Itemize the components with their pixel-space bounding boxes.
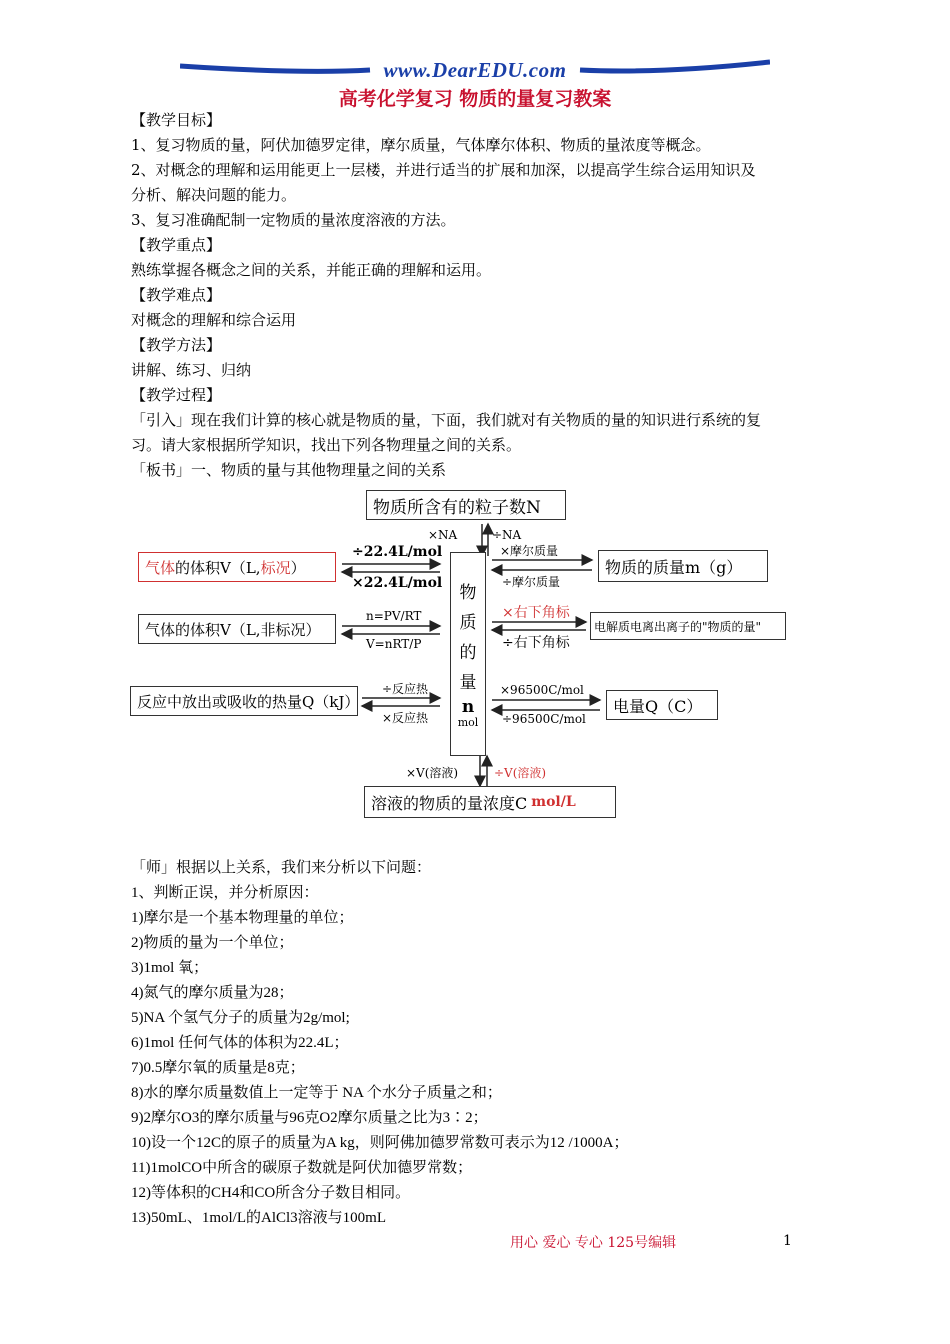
mass-box: 物质的质量m（g）: [598, 550, 768, 582]
text-line: 12)等体积的CH4和CO所含分子数目相同。: [131, 1185, 411, 1201]
right2-bottom-label: ÷右下角标: [502, 635, 570, 651]
concentration-unit: mol/L: [531, 794, 576, 810]
text-line: 4)氮气的摩尔质量为28；: [131, 985, 294, 1001]
top-multiply-label: ×NA: [428, 528, 458, 542]
text-line: 【教学方法】: [131, 336, 222, 354]
text-line: 【教学难点】: [131, 286, 222, 304]
right1-top-label: ×摩尔质量: [500, 544, 559, 558]
text-line: 13)50mL、1mol/L的AlCl3溶液与100mL: [131, 1210, 386, 1226]
gas-volume-text: 气体: [145, 558, 176, 577]
right3-top-label: ×96500C/mol: [500, 683, 584, 697]
text-line: 7)0.5摩尔氧的质量是8克；: [131, 1060, 305, 1076]
gas-volume-text: ）: [290, 558, 306, 577]
charge-box: 电量Q（C）: [606, 690, 718, 720]
center-unit: mol: [457, 716, 479, 729]
text-line: 习。请大家根据所学知识，找出下列各物理量之间的关系。: [131, 436, 522, 454]
top-divide-label: ÷NA: [492, 528, 522, 542]
site-logo: [180, 56, 770, 86]
text-line: 10)设一个12C的原子的质量为A kg，则阿佛加德罗常数可表示为12 /1000A；: [131, 1135, 629, 1151]
text-line: 5)NA 个氢气分子的质量为2g/mol;: [131, 1010, 350, 1026]
footer-text: 用心 爱心 专心 125号编辑: [510, 1235, 677, 1251]
left2-top-label: n=PV/RT: [366, 609, 422, 623]
relationship-diagram: [130, 486, 790, 822]
text-line: 1、复习物质的量，阿伏加德罗定律，摩尔质量，气体摩尔体积、物质的量浓度等概念。: [131, 136, 711, 154]
particle-count-box: 物质所含有的粒子数N: [366, 490, 566, 520]
center-char: 的: [459, 643, 477, 663]
text-line: 6)1mol 任何气体的体积为22.4L；: [131, 1035, 349, 1051]
intro-text: [131, 108, 831, 483]
bottom-multiply-label: ×V(溶液): [406, 766, 459, 780]
right3-bottom-label: ÷96500C/mol: [502, 712, 586, 726]
text-line: 11)1molCO中所含的碳原子数就是阿伏加德罗常数；: [131, 1160, 473, 1176]
left1-top-label: ÷22.4L/mol: [352, 544, 443, 560]
gas-volume-text: 标况: [260, 558, 291, 577]
concentration-text: 溶液的物质的量浓度C: [371, 793, 528, 813]
text-line: 讲解、练习、归纳: [131, 361, 252, 379]
question-text: [131, 856, 831, 1231]
text-line: 熟练掌握各概念之间的关系，并能正确的理解和运用。: [131, 261, 492, 279]
bottom-divide-label: ÷V(溶液): [494, 766, 547, 780]
concentration-box: [364, 786, 616, 818]
left1-bottom-label: ×22.4L/mol: [352, 575, 443, 591]
center-char: 质: [459, 613, 477, 633]
center-char: 物: [459, 583, 477, 603]
left3-top-label: ÷反应热: [382, 682, 429, 696]
text-line: 「板书」一、物质的量与其他物理量之间的关系: [131, 461, 447, 479]
left3-bottom-label: ×反应热: [382, 711, 429, 725]
text-line: 分析、解决问题的能力。: [131, 186, 297, 204]
text-line: 1)摩尔是一个基本物理量的单位；: [131, 910, 354, 926]
text-line: 对概念的理解和综合运用: [131, 311, 297, 329]
center-symbol: n: [461, 697, 475, 717]
text-line: 1、判断正误，并分析原因：: [131, 885, 319, 901]
text-line: 【教学重点】: [131, 236, 222, 254]
text-line: 3、复习准确配制一定物质的量浓度溶液的方法。: [131, 211, 456, 229]
text-line: 【教学目标】: [131, 111, 222, 129]
right1-bottom-label: ÷摩尔质量: [502, 575, 561, 589]
page-number: 1: [783, 1233, 792, 1249]
text-line: 【教学过程】: [131, 386, 222, 404]
document-title: 高考化学复习 物质的量复习教案: [338, 88, 612, 110]
text-line: 9)2摩尔O3的摩尔质量与96克O2摩尔质量之比为3∶2；: [131, 1110, 488, 1126]
center-amount-box: [450, 552, 486, 756]
text-line: 2、对概念的理解和运用能更上一层楼，并进行适当的扩展和加深，以提高学生综合运用知识及: [131, 161, 756, 179]
reaction-heat-box: 反应中放出或吸收的热量Q（kJ）: [130, 686, 358, 716]
ion-amount-box: 电解质电离出离子的"物质的量": [590, 612, 786, 640]
text-line: 2)物质的量为一个单位；: [131, 935, 294, 951]
text-line: 8)水的摩尔质量数值上一定等于 NA 个水分子质量之和；: [131, 1085, 502, 1101]
text-line: 「师」根据以上关系，我们来分析以下问题：: [131, 860, 432, 876]
gas-volume-standard-box: [138, 552, 336, 582]
text-line: 「引入」现在我们计算的核心就是物质的量，下面，我们就对有关物质的量的知识进行系统的复: [131, 411, 762, 429]
center-char: 量: [459, 673, 477, 693]
gas-volume-nonstandard-box: 气体的体积V（L,非标况）: [138, 614, 336, 644]
site-url: www.DearEDU.com: [383, 58, 567, 82]
gas-volume-text: 的体积V（L,: [175, 558, 261, 577]
text-line: 3)1mol 氧；: [131, 960, 209, 976]
right2-top-label: ×右下角标: [502, 605, 570, 621]
left2-bottom-label: V=nRT/P: [366, 637, 422, 651]
